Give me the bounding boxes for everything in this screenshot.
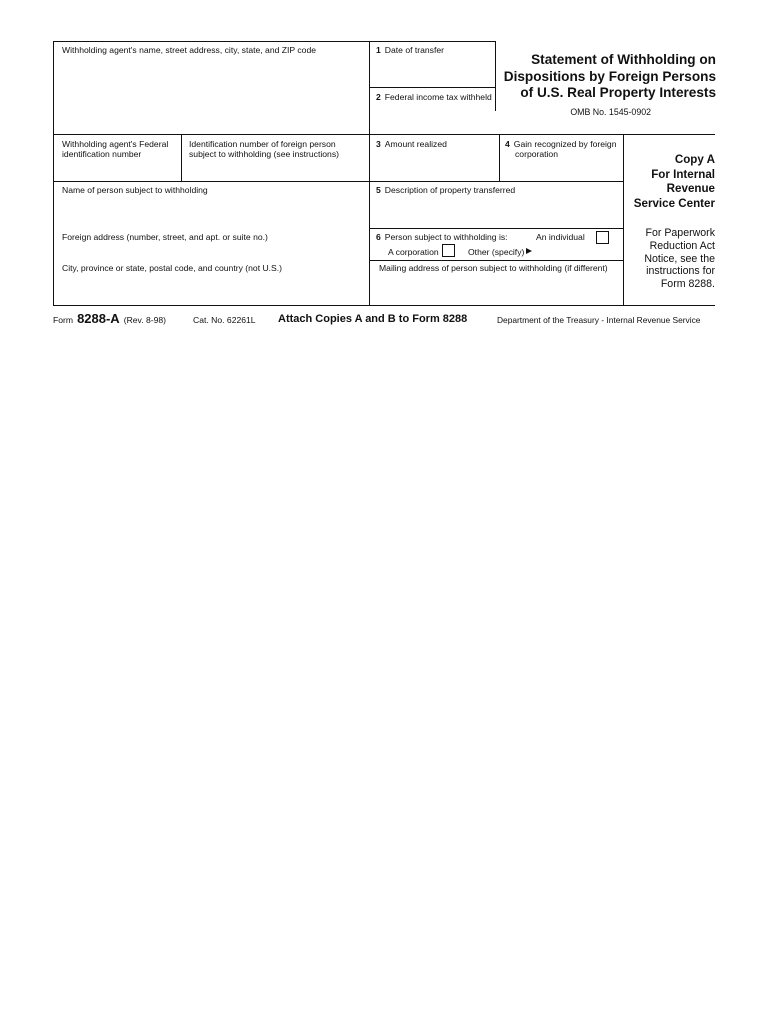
paperwork-line1: For Paperwork xyxy=(645,227,715,239)
line3-line4-divider xyxy=(499,134,500,182)
line1-line2-divider xyxy=(369,87,496,88)
line5-bottom xyxy=(369,228,624,229)
line3-amount-realized-field[interactable] xyxy=(376,139,447,149)
line4-gain-recognized-field[interactable] xyxy=(505,139,623,159)
arrow-right-icon xyxy=(526,248,532,254)
form-bottom-border xyxy=(53,305,715,306)
person-name-label: Name of person subject to withholding xyxy=(62,185,208,195)
line3-label: Amount realized xyxy=(384,139,447,149)
line1-date-of-transfer-field[interactable] xyxy=(376,45,444,55)
attach-instruction: Attach Copies A and B to Form 8288 xyxy=(278,313,468,325)
corporation-label: A corporation xyxy=(388,247,439,257)
line1-label: Date of transfer xyxy=(384,45,445,55)
form-number: 8288-A xyxy=(77,311,120,326)
form-top-border xyxy=(53,41,496,42)
copy-line2: For Internal xyxy=(651,167,715,181)
form-title-line2: Dispositions by Foreign Persons xyxy=(503,68,716,84)
department-label: Department of the Treasury - Internal Revenue Service xyxy=(497,315,701,325)
person-name-field[interactable] xyxy=(62,185,362,195)
agent-fin-label-line1: Withholding agent's Federal xyxy=(62,139,169,149)
foreign-id-label-line2: subject to withholding (see instructions) xyxy=(189,149,339,159)
paperwork-line4: instructions for xyxy=(646,265,715,278)
other-specify-label: Other (specify) xyxy=(468,247,525,257)
copy-line1: Copy A xyxy=(674,153,715,166)
column-divider-main xyxy=(369,41,370,306)
row2-bottom xyxy=(53,181,624,182)
paperwork-line5: Form 8288. xyxy=(660,278,715,291)
agent-fin-label-line2: identification number xyxy=(62,149,142,159)
mailing-address-label: Mailing address of person subject to withholding (if different) xyxy=(379,263,608,273)
line4-number: 4 xyxy=(505,139,510,149)
form-title xyxy=(496,52,716,102)
line2-label: Federal income tax withheld xyxy=(384,92,492,102)
form-word: Form xyxy=(53,315,74,325)
individual-checkbox[interactable] xyxy=(596,231,609,244)
line6-person-type xyxy=(376,232,508,242)
line5-property-description-field[interactable] xyxy=(376,185,515,195)
row1-bottom-left xyxy=(53,134,370,135)
catalog-number: Cat. No. 62261L xyxy=(193,315,256,325)
mailing-address-field[interactable] xyxy=(379,263,623,273)
foreign-address-field[interactable] xyxy=(62,232,362,242)
individual-label: An individual xyxy=(536,232,585,242)
form-revision: (Rev. 8-98) xyxy=(123,315,167,325)
foreign-id-label-line1: Identification number of foreign person xyxy=(189,139,336,149)
form-title-line1: Statement of Withholding on xyxy=(531,52,716,67)
copy-line4: Service Center xyxy=(633,196,715,210)
line2-federal-tax-withheld-field[interactable] xyxy=(376,92,492,102)
line6-label: Person subject to withholding is: xyxy=(384,232,508,242)
id-column-divider xyxy=(181,134,182,182)
form-left-border xyxy=(53,41,54,306)
paperwork-line3: Notice, see the xyxy=(644,252,715,265)
city-country-field[interactable] xyxy=(62,263,362,273)
paperwork-reduction-notice xyxy=(624,227,715,291)
line4-label-line1: Gain recognized by foreign xyxy=(513,139,617,149)
line6-bottom xyxy=(369,260,624,261)
line1-number: 1 xyxy=(376,45,381,55)
line4-label-line2: corporation xyxy=(515,149,558,159)
line6-number: 6 xyxy=(376,232,381,242)
copy-a-label xyxy=(624,153,715,211)
row1-bottom-right xyxy=(369,134,715,135)
line5-number: 5 xyxy=(376,185,381,195)
line5-label: Description of property transferred xyxy=(384,185,516,195)
form-number-block xyxy=(53,311,166,326)
form-title-line3: of U.S. Real Property Interests xyxy=(520,85,716,100)
city-country-label: City, province or state, postal code, and country (not U.S.) xyxy=(62,263,283,273)
corporation-checkbox[interactable] xyxy=(442,244,455,257)
line3-number: 3 xyxy=(376,139,381,149)
agent-address-label: Withholding agent's name, street address, city, state, and ZIP code xyxy=(62,45,317,55)
foreign-person-id-field[interactable] xyxy=(189,139,367,159)
omb-number: OMB No. 1545-0902 xyxy=(570,107,651,117)
copy-line3: Revenue xyxy=(666,182,715,195)
agent-address-field[interactable] xyxy=(62,45,362,55)
line2-number: 2 xyxy=(376,92,381,102)
paperwork-line2: Reduction Act xyxy=(649,239,715,252)
foreign-address-label: Foreign address (number, street, and apt. or suite no.) xyxy=(62,232,268,242)
agent-federal-id-field[interactable] xyxy=(62,139,180,159)
